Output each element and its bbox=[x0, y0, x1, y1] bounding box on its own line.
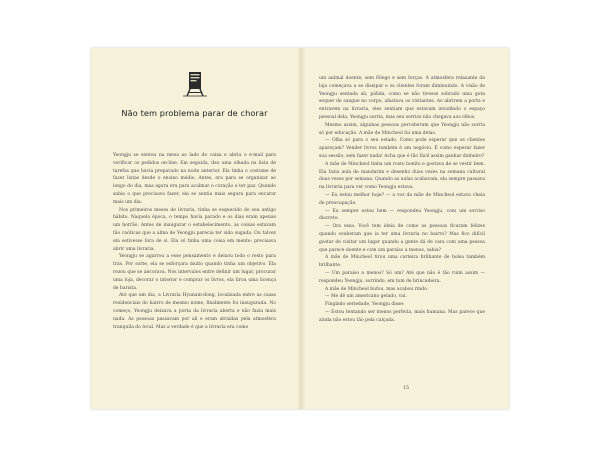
paragraph: A mãe de Mincheol bufou, mas acabou rindo. bbox=[325, 286, 429, 292]
right-page bbox=[302, 48, 509, 409]
paragraph: um animal doente, sem fôlego e sem forças. A atmosfera relaxante da loja começava a se dissipar e os clientes foram diminuindo. A visão de Yeongju sentada ali, pálida, como se não tivesse sobrado uma gota sequer de sangue no corpo, afastava os visitantes. Ao abrirem a porta e entrarem na livraria, eles sentiam que estavam invadindo o espaço pessoal dela. Yeongju sorria, mas seu sorriso não chegava aos olhos. bbox=[319, 76, 485, 120]
paragraph: — Me dê um americano gelado, vai. bbox=[325, 294, 407, 300]
left-page-text bbox=[113, 152, 276, 331]
paragraph: Yeongju se agarrou a esse pensamento e deixou todo o resto para trás. Por sorte, ela se esforçara muito quando tinha um objetivo. Ela rezou que se ancorava. Nos intervalos entre definir um lugar, procurar uma loja, decorar o interior e comprar os livros, ela tirou uma licença de barista. bbox=[113, 254, 276, 291]
paragraph: — Estou tentando ser menos perfeita, mais humana. Mas parece que ainda não estou tão pela calçada. bbox=[319, 309, 485, 323]
paragraph: — Eu sempre estou bem — respondeu Yeongju, com um sorriso discreto. bbox=[319, 208, 485, 222]
paragraph: Yeongju se sentou na mesa ao lado do caixa e abriu o e-mail para verificar os pedidos on-line. Em seguida, deu uma olhada na lista de tarefas que havia preparado na noite anterior. Ela tinha o costume de fazer listas desde o ensino médio. Antes, era para se organizar ao longo do dia, mas agora era para acalmar o coração e ter paz. Quando sabia o que precisava fazer, ela se sentia mais segura para encarar mais um dia. bbox=[113, 153, 276, 205]
paragraph: — Ora essa. Você tem ideia de como as pessoas ficaram felizes quando souberam que ia ter uma livraria no bairro? Mas fico difícil gostar de visitar um lugar quando a gente dá de cara com uma pessoa que parece doente e com um paraíso a menos, sabia? bbox=[319, 224, 485, 253]
chapter-title: Não tem problema parar de chorar bbox=[121, 108, 268, 118]
paragraph: A mãe de Mincheol tinha um rosto bonito e gostava de se vestir bem. Ela fazia aula de mandarim e desenho duas vezes na semana cultural duas vezes por semana. Quando as aulas acabavam, ela sempre passava na livraria para ver como Yeongju estava. bbox=[319, 161, 485, 191]
left-page bbox=[91, 48, 298, 409]
paragraph: — Olha só para o seu estado. Como pode esperar que os clientes apareçam? Vender livros também é um negócio. É como esperar fazer sua sessão, sem fazer nada! Acha que é tão fácil assim ganhar dinheiro? bbox=[319, 138, 485, 159]
paragraph: — Eu estou melhor hoje? — a voz da mãe de Mincheol estava cheia de preocupação. bbox=[319, 192, 485, 206]
paragraph: Nos primeiros meses de livraria, tinha se esquecido do seu antigo hábito. Naquela época, o tempo havia parado e os dias eram apenas um borrão. Antes de inaugurar o estabelecimento, as coisas estavam tão caóticas que a alma de Yeongju parecia ter sido sugada. Ou talvez ela estivesse fora de si. Ela só tinha uma coisa em mente: precisava abrir uma livraria. bbox=[113, 207, 276, 252]
paragraph: A mãe de Mincheol tirou uma carteira brilhante de bolsa também brilhante. bbox=[319, 255, 485, 269]
paragraph: Até que um dia, a Livraria Hyunam-dong, localizada entre as casas residenciais do bairro de mesmo nome, finalmente foi inaugurada. No começo, Yeongju deixava a porta da livraria aberta e não fazia mais nada. As pessoas passavam por ali e eram atraídas pela atmosfera tranquila do local. Mas a verdade é que a livraria era como bbox=[113, 293, 276, 330]
book-spread bbox=[91, 48, 509, 409]
page-number: 15 bbox=[402, 386, 410, 391]
paragraph: Fingindo seriedade, Yeongju disse: bbox=[325, 302, 405, 308]
right-page-text bbox=[319, 75, 485, 325]
paragraph: Mesmo assim, algumas pessoas perceberam que Yeongju não sorria só por educação. A mãe de Mincheol foi uma delas. bbox=[319, 122, 485, 136]
paragraph: — Um paraíso a menos? Só um? Até que não é tão ruim assim — respondeu Yeongju, sorrindo, em tom de brincadeira. bbox=[319, 270, 485, 284]
bookshelf-sign-icon bbox=[181, 71, 209, 97]
